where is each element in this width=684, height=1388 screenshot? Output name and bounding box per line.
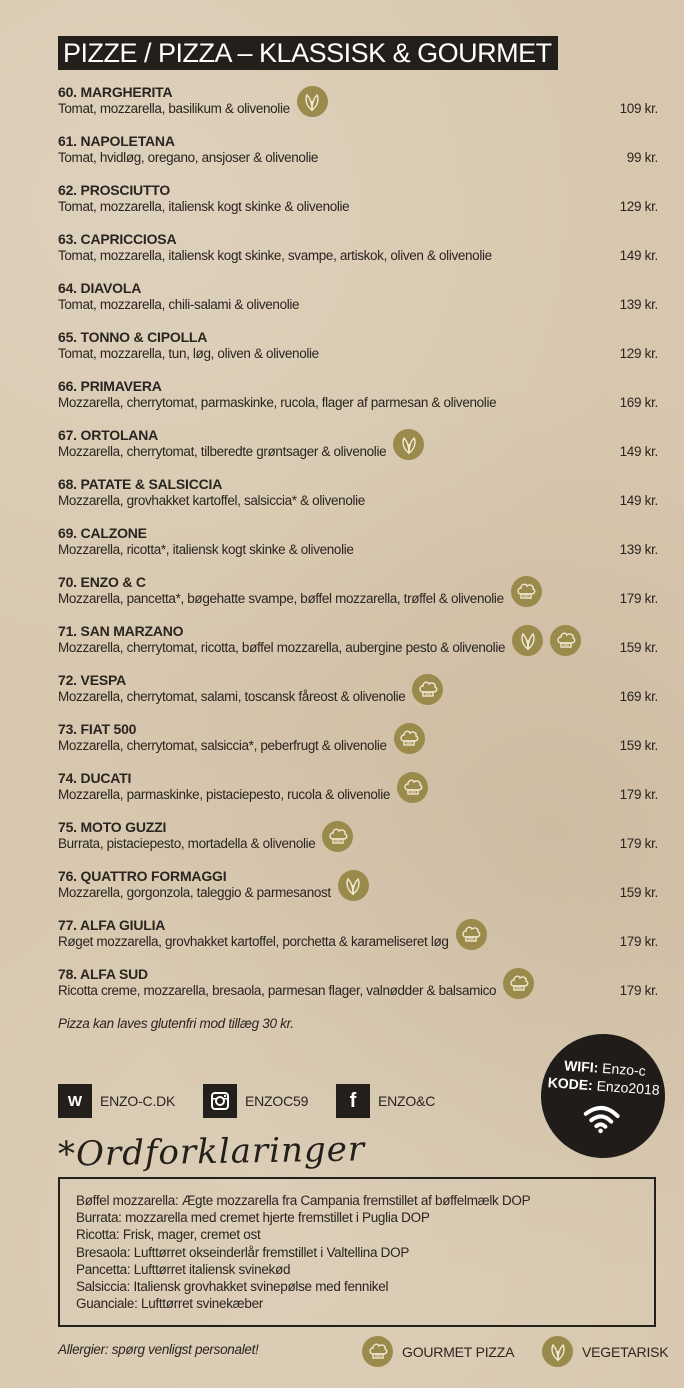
menu-item-name: 74. DUCATI (58, 770, 132, 786)
menu-item-name: 66. PRIMAVERA (58, 378, 162, 394)
chef-hat-icon (394, 723, 425, 754)
menu-item-price: 179 kr. (619, 787, 658, 802)
wifi-code-line: KODE: Enzo2018 (547, 1074, 661, 1098)
leaf-icon (297, 86, 328, 117)
glossary-entry: Bøffel mozzarella: Ægte mozzarella fra Campania fremstillet af bøffelmælk DOP (76, 1193, 531, 1208)
legend-gourmet (362, 1336, 514, 1367)
menu-item-description-line (58, 590, 658, 607)
instagram-link[interactable] (203, 1084, 308, 1118)
leaf-icon (512, 625, 543, 656)
menu-item-description: Mozzarella, cherrytomat, salsiccia*, peberfrugt & olivenolie (58, 738, 387, 753)
menu-item-description-line (58, 345, 658, 362)
menu-item-description: Mozzarella, gorgonzola, taleggio & parmesanost (58, 885, 331, 900)
chef-hat-icon (397, 772, 428, 803)
facebook-label: ENZO&C (378, 1093, 436, 1109)
menu-item (58, 280, 658, 329)
menu-item-price: 139 kr. (619, 297, 658, 312)
menu-item-price: 179 kr. (619, 591, 658, 606)
menu-item-price: 99 kr. (626, 150, 658, 165)
menu-item-description: Mozzarella, parmaskinke, pistaciepesto, rucola & olivenolie (58, 787, 391, 802)
menu-item-name: 78. ALFA SUD (58, 966, 148, 982)
menu-item-description: Tomat, hvidløg, oregano, ansjoser & olivenolie (58, 150, 319, 165)
menu-item-description-line (58, 149, 658, 166)
menu-item-price: 159 kr. (619, 640, 658, 655)
glossary-entry: Ricotta: Frisk, mager, cremet ost (76, 1227, 261, 1243)
chef-hat-icon (412, 674, 443, 705)
menu-item-description: Tomat, mozzarella, basilikum & olivenolie (58, 101, 290, 116)
menu-item-description: Mozzarella, ricotta*, italiensk kogt skinke & olivenolie (58, 542, 354, 557)
instagram-icon (203, 1084, 237, 1118)
menu-item-name: 71. SAN MARZANO (58, 623, 184, 639)
menu-item-description-line (58, 982, 658, 999)
menu-item (58, 770, 658, 819)
menu-item-name: 75. MOTO GUZZI (58, 819, 167, 835)
legend-vegetarian (542, 1336, 668, 1367)
allergy-note: Allergier: spørg venligst personalet! (58, 1342, 259, 1357)
menu-item-description-line (58, 884, 658, 901)
menu-item (58, 476, 658, 525)
facebook-icon: f (336, 1084, 370, 1118)
glossary-box (58, 1177, 656, 1327)
menu-item-name: 70. ENZO & C (58, 574, 146, 590)
menu-item-name: 65. TONNO & CIPOLLA (58, 329, 208, 345)
menu-item (58, 427, 658, 476)
menu-item-description-line (58, 296, 658, 313)
gluten-note: Pizza kan laves glutenfri mod tillæg 30 kr. (58, 1016, 294, 1031)
footer (58, 1336, 669, 1366)
chef-hat-icon (456, 919, 487, 950)
legend-vegetarian-label: VEGETARISK (582, 1343, 669, 1360)
menu-item-name: 72. VESPA (58, 672, 126, 688)
menu-item-name: 68. PATATE & SALSICCIA (58, 476, 223, 492)
menu-item-price: 169 kr. (619, 689, 658, 704)
menu-item (58, 623, 658, 672)
menu-item-description-line (58, 639, 658, 656)
pizza-menu-list (58, 84, 658, 1015)
menu-item-name: 61. NAPOLETANA (58, 133, 175, 149)
menu-item-description-line (58, 443, 658, 460)
menu-item (58, 133, 658, 182)
menu-item-name: 77. ALFA GIULIA (58, 917, 166, 933)
menu-item-description-line (58, 492, 658, 509)
menu-item-description: Tomat, mozzarella, chili-salami & olivenolie (58, 297, 300, 312)
menu-item-name: 69. CALZONE (58, 525, 147, 541)
glossary-entry: Burrata: mozzarella med cremet hjerte fremstillet i Puglia DOP (76, 1210, 430, 1226)
menu-item-description: Burrata, pistaciepesto, mortadella & olivenolie (58, 836, 316, 851)
leaf-icon (338, 870, 369, 901)
menu-item-price: 159 kr. (619, 885, 658, 900)
menu-item (58, 329, 658, 378)
menu-item-name: 63. CAPRICCIOSA (58, 231, 177, 247)
menu-item-description: Mozzarella, pancetta*, bøgehatte svampe, bøffel mozzarella, trøffel & olivenolie (58, 591, 504, 606)
menu-item-description: Mozzarella, cherrytomat, ricotta, bøffel mozzarella, aubergine pesto & olivenolie (58, 640, 506, 655)
menu-item-price: 109 kr. (619, 101, 658, 116)
glossary-entry: Guanciale: Lufttørret svinekæber (76, 1296, 263, 1312)
social-links (58, 1084, 538, 1118)
glossary-entry: Salsiccia: Italiensk grovhakket svinepølse med fennikel (76, 1279, 389, 1295)
menu-item-price: 159 kr. (619, 738, 658, 753)
menu-item-price: 149 kr. (619, 444, 658, 459)
menu-item-price: 139 kr. (619, 542, 658, 557)
menu-item-price: 149 kr. (619, 493, 658, 508)
menu-item-description-line (58, 100, 658, 117)
menu-item-name: 73. FIAT 500 (58, 721, 137, 737)
menu-item-description-line (58, 835, 658, 852)
menu-item-description: Mozzarella, cherrytomat, salami, toscansk fåreost & olivenolie (58, 689, 406, 704)
wifi-badge (537, 1030, 669, 1162)
menu-item-description-line (58, 786, 658, 803)
glossary-entry: Bresaola: Lufttørret okseinderlår fremstillet i Valtellina DOP (76, 1244, 410, 1260)
menu-item-description: Mozzarella, grovhakket kartoffel, salsiccia* & olivenolie (58, 493, 365, 508)
menu-item-description: Tomat, mozzarella, italiensk kogt skinke, svampe, artiskok, oliven & olivenolie (58, 248, 492, 263)
menu-item-description-line (58, 247, 658, 264)
page-title: PIZZE / PIZZA – KLASSISK & GOURMET (58, 36, 558, 70)
menu-item-description-line (58, 933, 658, 950)
menu-item-description-line (58, 198, 658, 215)
website-link[interactable] (58, 1084, 175, 1118)
instagram-label: ENZOC59 (245, 1093, 309, 1109)
menu-item-description: Ricotta creme, mozzarella, bresaola, parmesan flager, valnødder & balsamico (58, 983, 497, 998)
wifi-icon (582, 1103, 620, 1135)
menu-item-description: Mozzarella, cherrytomat, parmaskinke, rucola, flager af parmesan & olivenolie (58, 395, 497, 410)
menu-item (58, 721, 658, 770)
menu-item-description-line (58, 394, 658, 411)
menu-item-name: 64. DIAVOLA (58, 280, 142, 296)
menu-item (58, 525, 658, 574)
menu-item-description-line (58, 688, 658, 705)
menu-item (58, 868, 658, 917)
menu-item-description: Tomat, mozzarella, italiensk kogt skinke & olivenolie (58, 199, 350, 214)
legend-gourmet-label: GOURMET PIZZA (402, 1343, 515, 1360)
menu-item (58, 917, 658, 966)
menu-item (58, 378, 658, 427)
menu-item-name: 76. QUATTRO FORMAGGI (58, 868, 227, 884)
facebook-link[interactable] (336, 1084, 435, 1118)
menu-item-name: 60. MARGHERITA (58, 84, 173, 100)
leaf-icon (393, 429, 424, 460)
menu-item-name: 62. PROSCIUTTO (58, 182, 171, 198)
menu-item-price: 129 kr. (619, 199, 658, 214)
chef-hat-icon (362, 1336, 393, 1367)
chef-hat-icon (550, 625, 581, 656)
menu-item-price: 179 kr. (619, 983, 658, 998)
menu-item-description-line (58, 737, 658, 754)
menu-item-price: 169 kr. (619, 395, 658, 410)
chef-hat-icon (511, 576, 542, 607)
menu-item (58, 966, 658, 1015)
menu-item-description: Røget mozzarella, grovhakket kartoffel, porchetta & karameliseret løg (58, 934, 449, 949)
wifi-name-line: WIFI: Enzo-c (563, 1057, 647, 1079)
menu-item-price: 149 kr. (619, 248, 658, 263)
menu-item-description: Tomat, mozzarella, tun, løg, oliven & olivenolie (58, 346, 319, 361)
chef-hat-icon (322, 821, 353, 852)
menu-item-name: 67. ORTOLANA (58, 427, 159, 443)
website-label: ENZO-C.DK (100, 1093, 176, 1109)
glossary-title: *Ordforklaringer (57, 1129, 366, 1175)
leaf-icon (542, 1336, 573, 1367)
menu-item (58, 672, 658, 721)
website-icon: W (58, 1084, 92, 1118)
menu-item-description: Mozzarella, cherrytomat, tilberedte grøntsager & olivenolie (58, 444, 387, 459)
menu-item (58, 182, 658, 231)
menu-item (58, 84, 658, 133)
chef-hat-icon (503, 968, 534, 999)
menu-item-price: 179 kr. (619, 836, 658, 851)
menu-item (58, 574, 658, 623)
menu-item-price: 129 kr. (619, 346, 658, 361)
menu-item-description-line (58, 541, 658, 558)
menu-item-price: 179 kr. (619, 934, 658, 949)
glossary-entry: Pancetta: Lufttørret italiensk svinekød (76, 1261, 291, 1277)
menu-item (58, 231, 658, 280)
menu-item (58, 819, 658, 868)
